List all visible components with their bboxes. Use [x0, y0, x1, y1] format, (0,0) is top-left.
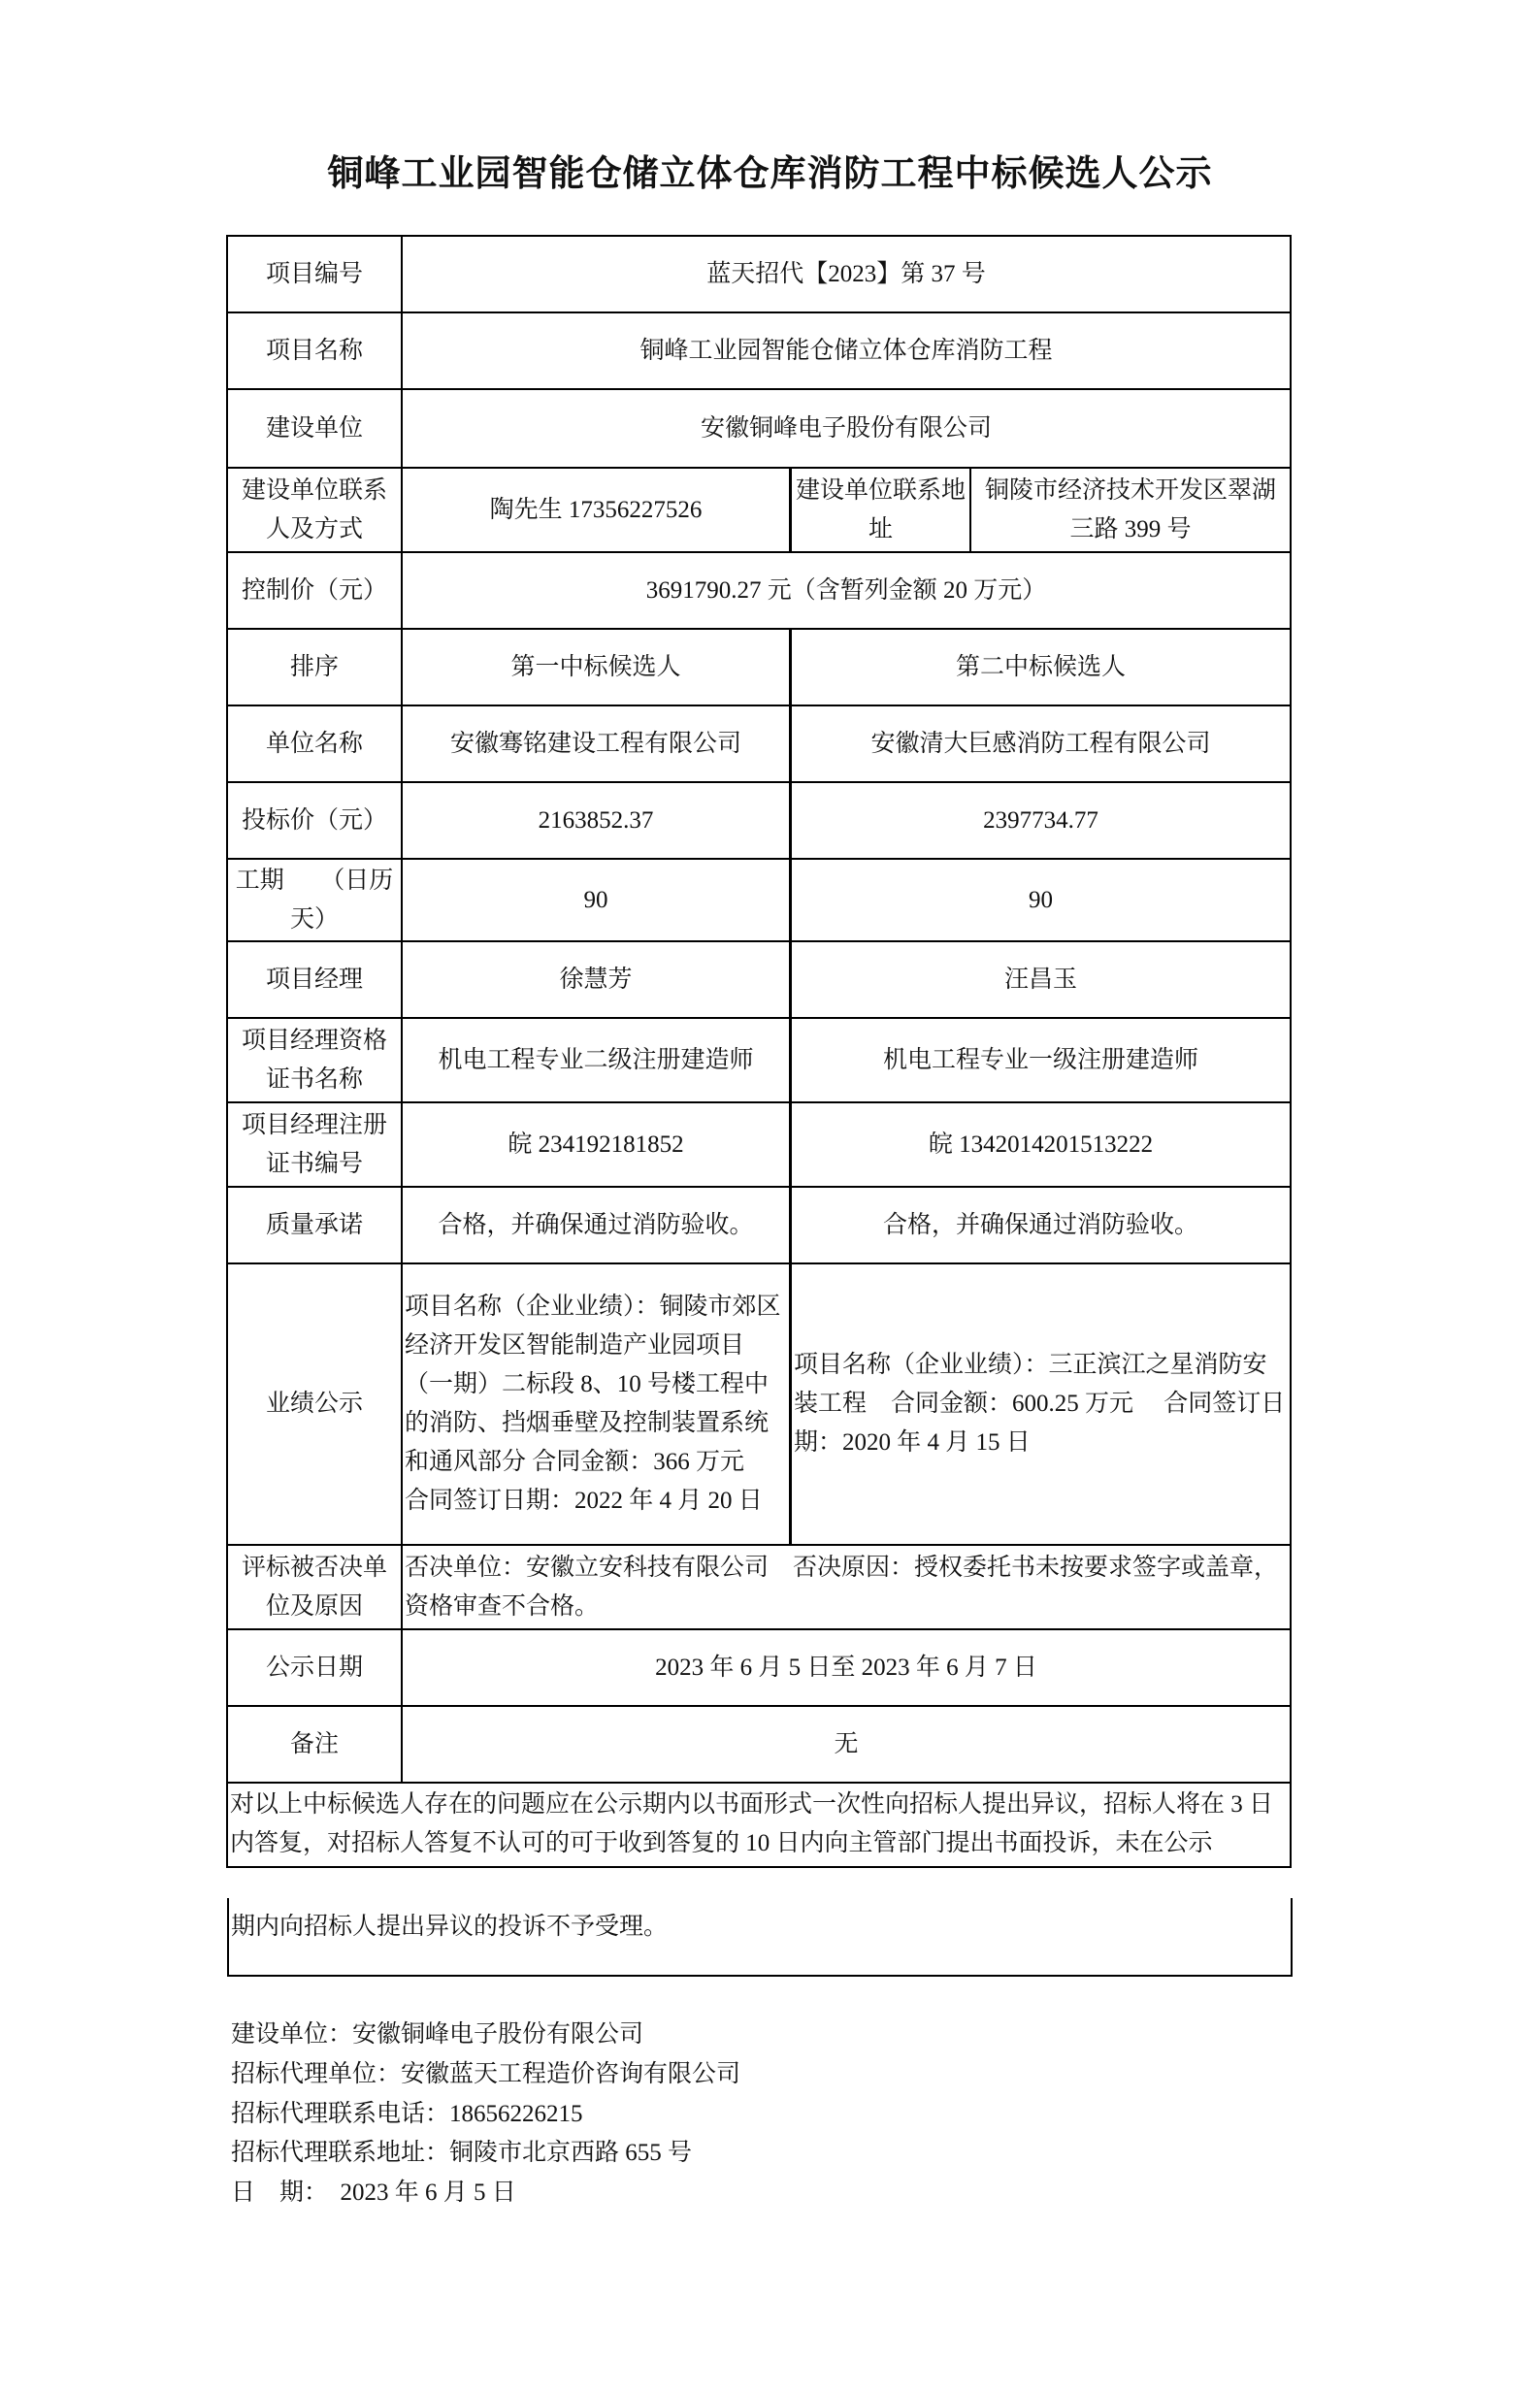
label-manager: 项目经理	[226, 940, 403, 1019]
label-duration: 工期 （日历天）	[226, 858, 403, 942]
label-contact-address: 建设单位联系地址	[790, 467, 971, 553]
value-project-no: 蓝天招代【2023】第 37 号	[401, 235, 1292, 313]
cert-no-second: 皖 1342014201513222	[790, 1101, 1292, 1188]
bid-price-first: 2163852.37	[401, 781, 791, 860]
value-owner: 安徽铜峰电子股份有限公司	[401, 388, 1292, 469]
manager-second: 汪昌玉	[790, 940, 1292, 1019]
label-bid-price: 投标价（元）	[226, 781, 403, 860]
rank-second: 第二中标候选人	[790, 628, 1292, 706]
performance-second: 项目名称（企业业绩）：三正滨江之星消防安装工程 合同金额：600.25 万元 合同签订日期：2020 年 4 月 15 日	[790, 1262, 1292, 1546]
label-owner: 建设单位	[226, 388, 403, 469]
bid-price-second: 2397734.77	[790, 781, 1292, 860]
manager-first: 徐慧芳	[401, 940, 791, 1019]
label-notice-date: 公示日期	[226, 1628, 403, 1707]
cert-name-second: 机电工程专业一级注册建造师	[790, 1017, 1292, 1103]
objection-text-part1: 对以上中标候选人存在的问题应在公示期内以书面形式一次性向招标人提出异议，招标人将在 3 日内答复，对招标人答复不认可的可于收到答复的 10 日内向主管部门提出书面投诉，未在公示	[226, 1782, 1292, 1868]
label-cert-no: 项目经理注册证书编号	[226, 1101, 403, 1188]
duration-first: 90	[401, 858, 791, 942]
label-remark: 备注	[226, 1705, 403, 1784]
rank-first: 第一中标候选人	[401, 628, 791, 706]
performance-first: 项目名称（企业业绩）：铜陵市郊区经济开发区智能制造产业园项目（一期）二标段 8、10 号楼工程中的消防、挡烟垂壁及控制装置系统和通风部分 合同金额：366 万元 合同签订日期：2022 年 4 月 20 日	[401, 1262, 791, 1546]
label-cert-name: 项目经理资格证书名称	[226, 1017, 403, 1103]
label-control-price: 控制价（元）	[226, 551, 403, 630]
value-project-name: 铜峰工业园智能仓储立体仓库消防工程	[401, 311, 1292, 390]
company-second: 安徽清大巨感消防工程有限公司	[790, 705, 1292, 783]
page-title: 铜峰工业园智能仓储立体仓库消防工程中标候选人公示	[327, 154, 1213, 194]
label-company: 单位名称	[226, 705, 403, 783]
footer-agency-address: 招标代理联系地址：铜陵市北京西路 655 号	[231, 2140, 693, 2166]
value-contact-address: 铜陵市经济技术开发区翠湖三路 399 号	[969, 467, 1292, 553]
value-remark: 无	[401, 1705, 1292, 1784]
label-project-name: 项目名称	[226, 311, 403, 390]
label-performance: 业绩公示	[226, 1262, 403, 1546]
value-notice-date: 2023 年 6 月 5 日至 2023 年 6 月 7 日	[401, 1628, 1292, 1707]
footer-agency-phone: 招标代理联系电话：18656226215	[231, 2101, 583, 2127]
objection-text-part2: 期内向招标人提出异议的投诉不予受理。	[227, 1898, 1293, 1977]
label-project-no: 项目编号	[226, 235, 403, 313]
cert-name-first: 机电工程专业二级注册建造师	[401, 1017, 791, 1103]
footer-agency: 招标代理单位：安徽蓝天工程造价咨询有限公司	[231, 2061, 741, 2087]
footer-date: 日 期： 2023 年 6 月 5 日	[231, 2180, 516, 2206]
company-first: 安徽骞铭建设工程有限公司	[401, 705, 791, 783]
value-rejected: 否决单位：安徽立安科技有限公司 否决原因：授权委托书未按要求签字或盖章，资格审查不合格。	[401, 1544, 1292, 1630]
footer-owner: 建设单位：安徽铜峰电子股份有限公司	[231, 2021, 644, 2048]
quality-first: 合格，并确保通过消防验收。	[401, 1186, 791, 1264]
value-contact: 陶先生 17356227526	[401, 467, 791, 553]
quality-second: 合格，并确保通过消防验收。	[790, 1186, 1292, 1264]
label-contact: 建设单位联系人及方式	[226, 467, 403, 553]
label-quality: 质量承诺	[226, 1186, 403, 1264]
duration-second: 90	[790, 858, 1292, 942]
label-rejected: 评标被否决单位及原因	[226, 1544, 403, 1630]
cert-no-first: 皖 234192181852	[401, 1101, 791, 1188]
value-control-price: 3691790.27 元（含暂列金额 20 万元）	[401, 551, 1292, 630]
label-rank: 排序	[226, 628, 403, 706]
